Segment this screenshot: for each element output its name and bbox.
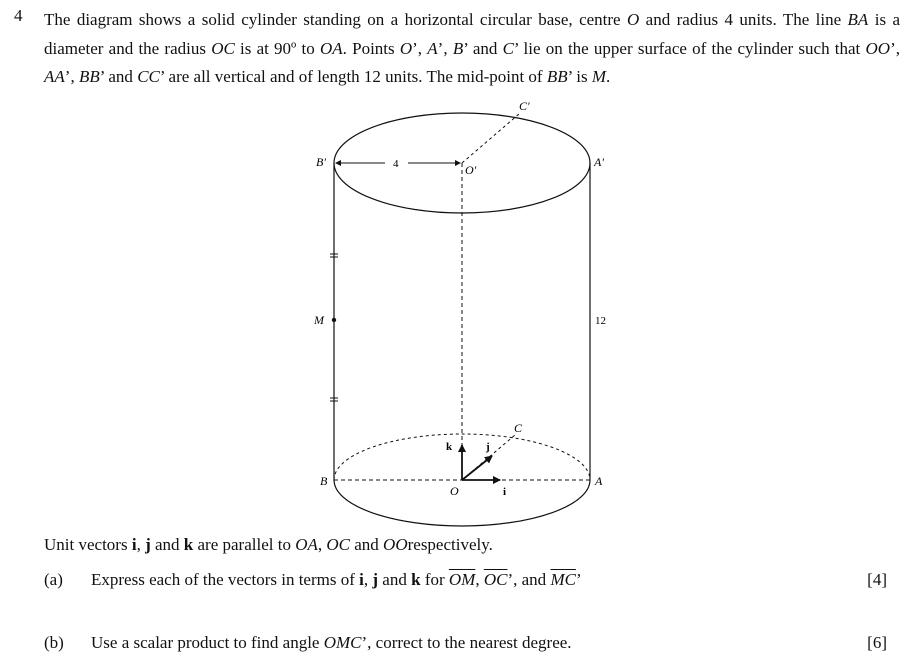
vector-MC-prime: $\overline{MC}$ xyxy=(550,570,576,589)
vector-OC-prime: $\overline{OC}$ xyxy=(483,570,508,589)
label-A: A xyxy=(595,474,603,488)
label-j: j xyxy=(486,441,490,453)
part-a-marks: [4] xyxy=(867,570,887,589)
vector-OM: $\overline{OM}$ xyxy=(448,570,476,589)
point-M xyxy=(332,318,336,322)
unit-vector-j xyxy=(462,456,492,480)
label-A-prime: A' xyxy=(594,155,604,169)
part-a-label: (a) xyxy=(44,570,63,589)
label-O-prime: O' xyxy=(465,163,477,177)
unit-vectors-text: Unit vectors i, j and k are parallel to OA, OC and OOrespectively. xyxy=(44,535,493,554)
label-C: C xyxy=(514,421,523,435)
question-number: 4 xyxy=(14,6,23,25)
label-radius: 4 xyxy=(393,158,399,170)
radius-O-prime-C-prime xyxy=(462,114,519,163)
part-b-text: Use a scalar product to find angle OMC’, correct to the nearest degree. xyxy=(91,633,572,652)
label-height: 12 xyxy=(595,315,606,327)
label-B-prime: B' xyxy=(316,155,326,169)
part-b-label: (b) xyxy=(44,633,64,652)
question-stem: The diagram shows a solid cylinder standing on a horizontal circular base, centre O and radius 4 units. The line BA is a diameter and the radius OC is at 90º to OA. Points O’, A’, B’ and C’ lie on the upper surface of the cylinder such that OO’, AA’, BB’ and CC’ are all vertical and of length 12 units. The mid-point of BB’ is M. xyxy=(44,10,900,86)
bottom-ellipse-front xyxy=(334,480,590,526)
label-M: M xyxy=(314,313,324,327)
label-B: B xyxy=(320,474,328,488)
label-k: k xyxy=(446,441,453,453)
part-b-marks: [6] xyxy=(867,633,887,652)
label-C-prime: C' xyxy=(519,99,530,113)
cylinder-diagram xyxy=(300,98,620,530)
label-i: i xyxy=(503,486,507,498)
part-a-text: Express each of the vectors in terms of i, j and k for $\overline{OM}$, $\overline{OC}$’, and $\overline{MC}$’ xyxy=(91,570,582,589)
label-O: O xyxy=(450,484,459,498)
